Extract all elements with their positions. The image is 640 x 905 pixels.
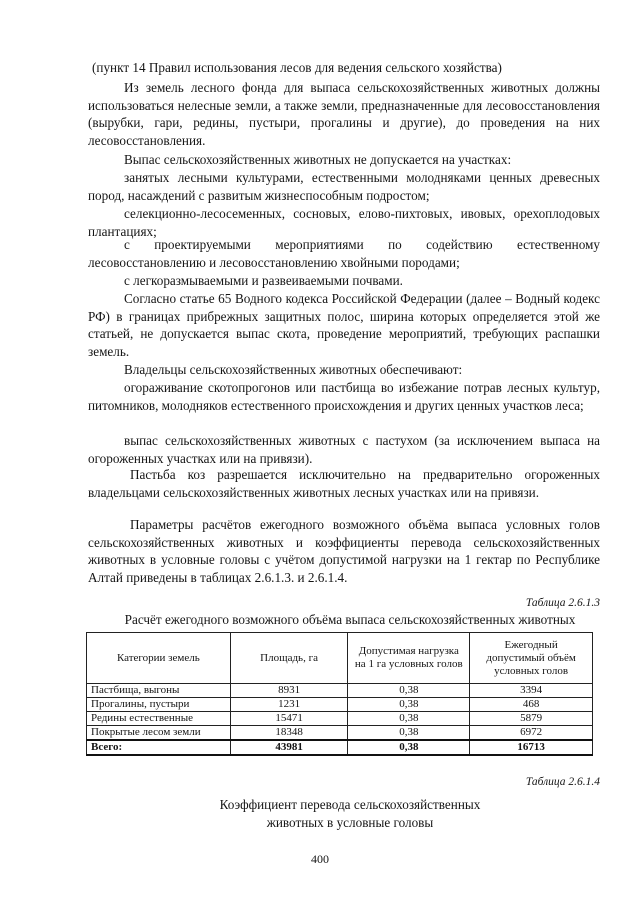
cell-category: Прогалины, пустыри	[87, 698, 231, 712]
table-caption-2-6-1-4: Таблица 2.6.1.4	[525, 776, 600, 788]
list-item-shepherd: выпас сельскохозяйственных животных с пастухом (за исключением выпаса на огороженных участках или на привязи).	[88, 433, 600, 466]
header-land-category: Категории земель	[87, 633, 231, 684]
table-total-row	[87, 740, 593, 755]
cell-volume: 5879	[470, 712, 593, 726]
total-volume: 16713	[470, 740, 593, 755]
cell-area: 15471	[230, 712, 348, 726]
cell-load: 0,38	[348, 698, 470, 712]
cell-volume: 468	[470, 698, 593, 712]
cell-load: 0,38	[348, 726, 470, 741]
paragraph-grazing-not-allowed: Выпас сельскохозяйственных животных не допускается на участках:	[124, 152, 512, 167]
rule-reference-line: (пункт 14 Правил использования лесов для ведения сельского хозяйства)	[92, 60, 502, 75]
page-number: 400	[311, 852, 329, 866]
total-load: 0,38	[348, 740, 470, 755]
table-header-row	[87, 633, 593, 684]
cell-area: 1231	[230, 698, 348, 712]
cell-area: 8931	[230, 684, 348, 698]
header-area: Площадь, га	[230, 633, 348, 684]
paragraph-parameters: Параметры расчётов ежегодного возможного объёма выпаса условных голов сельскохозяйственных животных и коэффициенты перевода сельскохозяйственных животных в условные головы с учётом допустимой нагрузки на 1 гектар по Республике Алтай приведены в таблицах 2.6.1.3. и 2.6.1.4.	[88, 517, 600, 585]
cell-load: 0,38	[348, 684, 470, 698]
table-row	[87, 684, 593, 698]
grazing-volume-table	[86, 632, 593, 756]
title-line-1: Коэффициент перевода сельскохозяйственных	[219, 797, 481, 812]
header-annual-volume: Ежегодный допустимый объём условных голов	[470, 633, 593, 684]
list-item-fencing: огораживание скотопрогонов или пастбища во избежание потрав лесных культур, питомников, молодняков естественного происхождения и других ценных участков леса;	[88, 380, 600, 413]
cell-volume: 3394	[470, 684, 593, 698]
cell-category: Редины естественные	[87, 712, 231, 726]
cell-load: 0,38	[348, 712, 470, 726]
list-item-plantations: селекционно-лесосеменных, сосновых, елово-пихтовых, ивовых, орехоплодовых плантациях;	[88, 206, 600, 239]
total-label: Всего:	[87, 740, 231, 755]
paragraph-water-code: Согласно статье 65 Водного кодекса Российской Федерации (далее – Водный кодекс РФ) в границах прибрежных защитных полос, ширина которых определяется этой же статьей, не допускается выпас скота, проведение мероприятий, требующих распашки земель.	[88, 291, 600, 359]
title-line-2: животных в условные головы	[266, 814, 434, 830]
list-item-soils: с легкоразмываемыми и развеиваемыми почвами.	[124, 273, 403, 288]
table-row	[87, 712, 593, 726]
cell-category: Покрытые лесом земли	[87, 726, 231, 741]
paragraph-goats: Пастьба коз разрешается исключительно на предварительно огороженных владельцами сельскохозяйственных животных лесных участках или на привязи.	[88, 467, 600, 500]
table-title-conversion-coefficient	[80, 796, 620, 831]
table-title-grazing-volume: Расчёт ежегодного возможного объёма выпаса сельскохозяйственных животных	[124, 612, 576, 627]
table-row	[87, 698, 593, 712]
list-item-forest-cultures: занятых лесными культурами, естественными молодняками ценных древесных пород, насаждений с развитым жизнеспособным подростом;	[88, 170, 600, 203]
table-row	[87, 726, 593, 741]
total-area: 43981	[230, 740, 348, 755]
list-item-reforestation: с проектируемыми мероприятиями по содействию естественному лесовосстановлению и лесовосстановлению хвойными породами;	[88, 237, 600, 270]
cell-category: Пастбища, выгоны	[87, 684, 231, 698]
paragraph-owners-provide: Владельцы сельскохозяйственных животных обеспечивают:	[124, 362, 463, 377]
table-caption-2-6-1-3: Таблица 2.6.1.3	[525, 597, 600, 609]
cell-area: 18348	[230, 726, 348, 741]
header-allowed-load: Допустимая нагрузка на 1 га условных голов	[348, 633, 470, 684]
paragraph-lands-for-grazing: Из земель лесного фонда для выпаса сельскохозяйственных животных должны использоваться нелесные земли, а также земли, предназначенные для лесовосстановления (вырубки, гари, редины, пустыри, прогалины и другие), до проведения на них лесовосстановления.	[88, 80, 600, 148]
cell-volume: 6972	[470, 726, 593, 741]
